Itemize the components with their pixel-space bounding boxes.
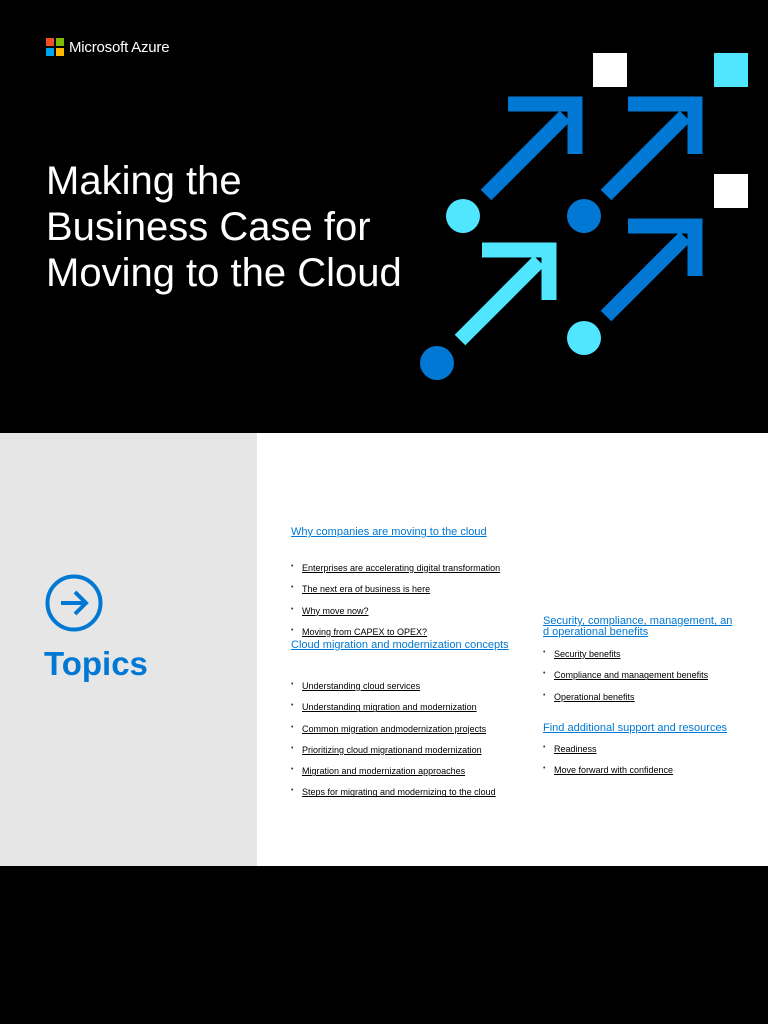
cloud-arrows-graphic <box>400 40 768 390</box>
white-square-2 <box>714 174 748 208</box>
dot-2 <box>567 199 601 233</box>
list-item[interactable]: • Move forward with confidence <box>543 765 673 786</box>
dot-1 <box>446 199 480 233</box>
arrow-up-right-icon-3 <box>460 250 549 340</box>
list-item[interactable]: • Moving from CAPEX to OPEX? <box>291 627 500 648</box>
dot-3 <box>420 346 454 380</box>
section-security-heading[interactable] <box>543 616 732 638</box>
section-support-list <box>543 744 673 787</box>
list-item[interactable]: • Understanding cloud services <box>291 681 496 702</box>
arrow-up-right-icon-1 <box>486 104 575 195</box>
list-item[interactable]: • Why move now? <box>291 606 500 627</box>
topics-sidebar <box>0 433 257 866</box>
section-security-list <box>543 649 708 713</box>
white-square-1 <box>593 53 627 87</box>
brand-name: Microsoft Azure <box>69 38 170 56</box>
list-item[interactable]: • Steps for migrating and modernizing to the cloud <box>291 787 496 808</box>
list-item[interactable]: • The next era of business is here <box>291 584 500 605</box>
list-item[interactable]: • Operational benefits <box>543 692 708 713</box>
arrow-circle-right-icon <box>44 573 104 633</box>
section-migration-heading[interactable]: Cloud migration and modernization concepts <box>291 639 509 651</box>
title-line-1: Making the <box>46 159 242 203</box>
section-support-heading[interactable]: Find additional support and resources <box>543 722 728 734</box>
arrow-up-right-icon-4 <box>606 226 695 316</box>
list-item[interactable]: • Prioritizing cloud migrationand modernization <box>291 745 496 766</box>
microsoft-logo-icon <box>46 38 64 56</box>
footer-band <box>0 866 768 1024</box>
topics-panel <box>0 433 768 866</box>
section-security-heading-line-2: d operational benefits <box>543 626 649 638</box>
list-item[interactable]: • Common migration andmodernization projects <box>291 724 496 745</box>
arrow-up-right-icon-2 <box>606 104 695 195</box>
cyan-square <box>714 53 748 87</box>
section-why-list <box>291 563 500 648</box>
title-line-2: Business Case for <box>46 205 371 249</box>
list-item[interactable]: • Security benefits <box>543 649 708 670</box>
section-migration-list <box>291 681 496 809</box>
title-line-3: Moving to the Cloud <box>46 251 402 295</box>
list-item[interactable]: • Enterprises are accelerating digital transformation <box>291 563 500 584</box>
section-security-heading-line-1: Security, compliance, management, an <box>543 615 733 627</box>
brand-header <box>46 38 169 56</box>
topics-heading: Topics <box>44 645 148 682</box>
dot-4 <box>567 321 601 355</box>
list-item[interactable]: • Migration and modernization approaches <box>291 766 496 787</box>
list-item[interactable]: • Understanding migration and modernization <box>291 702 496 723</box>
hero-section <box>0 0 768 433</box>
section-why-heading[interactable]: Why companies are moving to the cloud <box>291 526 487 538</box>
list-item[interactable]: • Readiness <box>543 744 673 765</box>
list-item[interactable]: • Compliance and management benefits <box>543 670 708 691</box>
